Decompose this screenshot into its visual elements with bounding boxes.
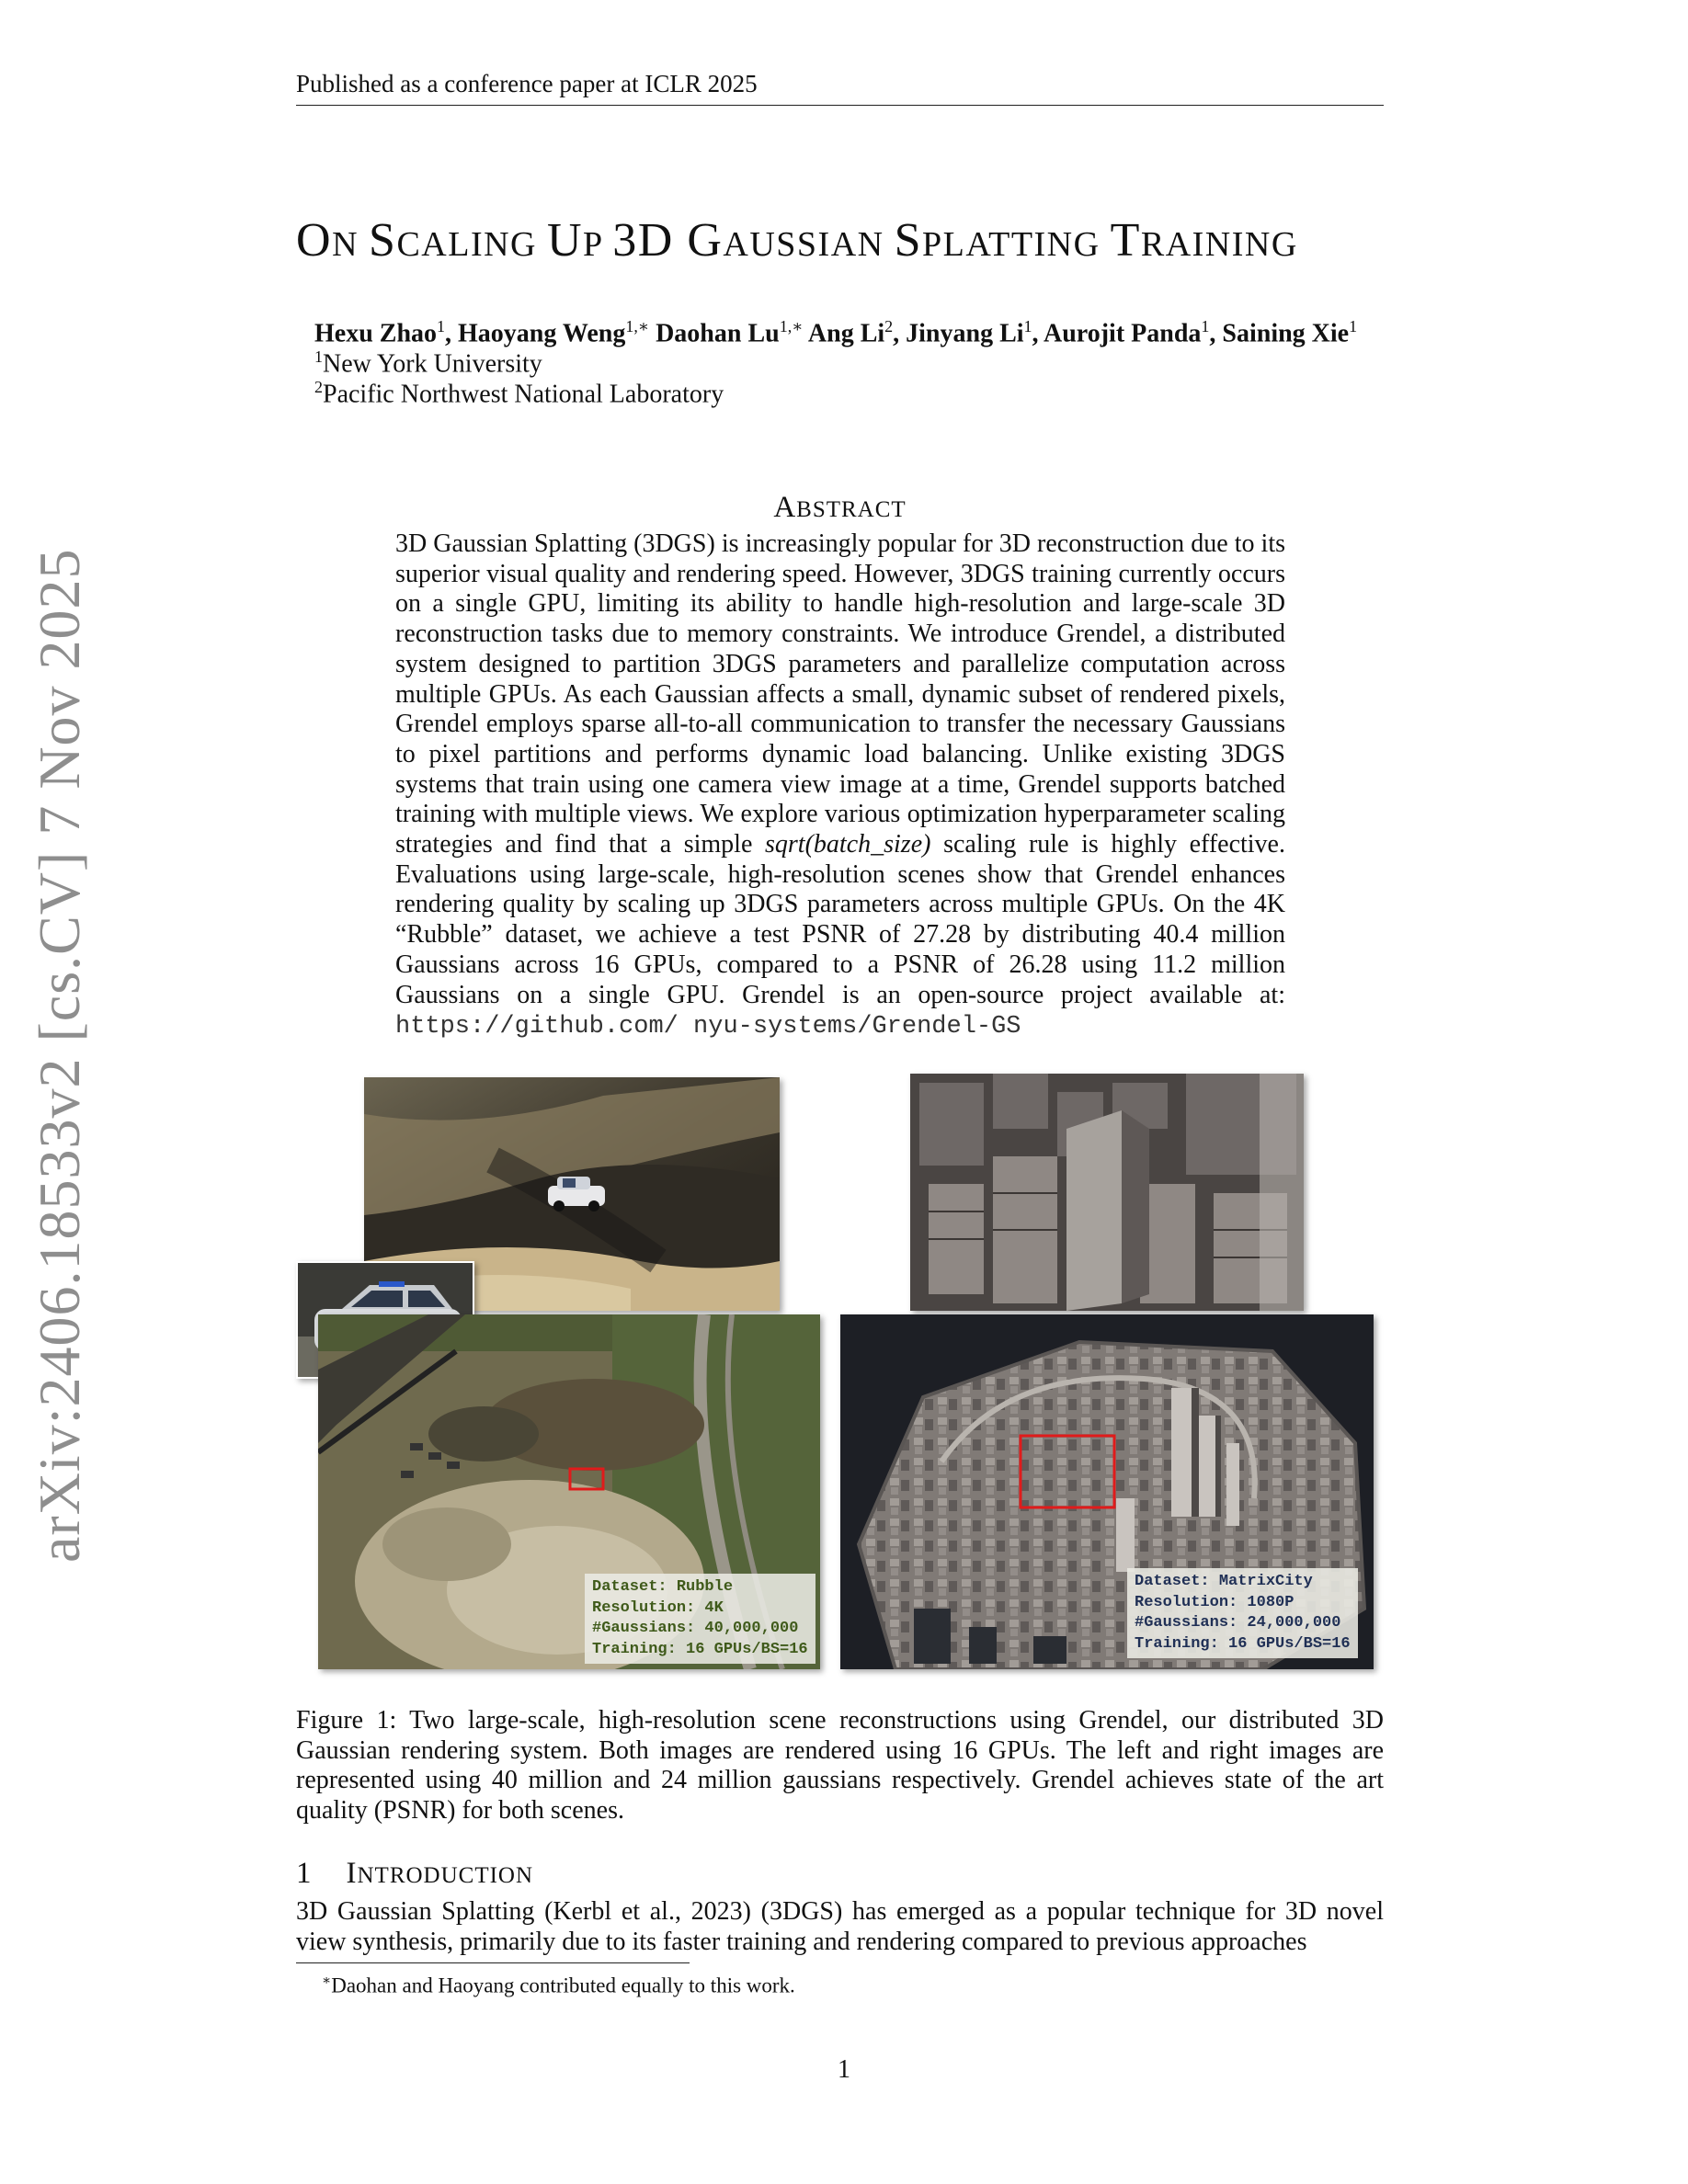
author: Daohan Lu [656,319,780,348]
affiliation-2: $^2$Pacific Northwest National Laboratory [314,378,724,409]
arxiv-identifier: arXiv:2406.18533v2 [cs.CV] 7 Nov 2025 [27,548,92,1563]
header-rule [296,105,1384,106]
matrixcity-closeup-image [910,1074,1304,1311]
matrixcity-training: Training: 16 GPUs/BS=16 [1135,1634,1351,1653]
matrixcity-dataset: Dataset: MatrixCity [1135,1573,1313,1590]
affiliation-1: $^1$New York University [314,347,542,379]
footnote: ∗Daohan and Haoyang contributed equally to this work. [322,1974,795,1997]
introduction-body: 3D Gaussian Splatting (Kerbl et al., 2023) (3DGS) has emerged as a popular technique for 3D novel view synthesis, primarily due to its faster training and rendering compared to previous approaches [296,1897,1384,1956]
page-number: 1 [838,2055,850,2084]
paper-title: ON SCALING UP 3D GAUSSIAN SPLATTING TRAINING [296,214,1298,267]
matrixcity-aerial-image [840,1314,1374,1669]
abstract-heading: ABSTRACT [773,491,907,524]
matrixcity-resolution: Resolution: 1080P [1135,1593,1295,1611]
footnote-rule [296,1962,690,1963]
rubble-gaussians: #Gaussians: 40,000,000 [592,1620,799,1637]
abstract-body: 3D Gaussian Splatting (3DGS) is increasingly popular for 3D reconstruction due to its superior visual quality and rendering speed. However, 3DGS training currently occurs on a single GPU, limiting its ability to handle high-resolution and large-scale 3D reconstruction tasks due to memory constraints. We introduce Grendel, a distributed system designed to partition 3DGS parameters and parallelize computation across multiple GPUs. As each Gaussian affects a small, dynamic subset of rendered pixels, Grendel employs sparse all-to-all communication to transfer the necessary Gaussians to pixel partitions and performs dynamic load balancing. Unlike existing 3DGS systems that train using one camera view image at a time, Grendel supports batched training with multiple views. We explore various optimization hyperparameter scaling strategies and find that a simple sqrt(batch_size) scaling rule is highly effective. Evaluations using large-scale, high-resolution scenes show that Grendel enhances rendering quality by scaling up 3DGS parameters across multiple GPUs. On the 4K “Rubble” dataset, we achieve a test PSNR of 27.28 by distributing 40.4 million Gaussians across 16 GPUs, compared to a PSNR of 26.28 using 11.2 million Gaussians on a single GPU. Grendel is an open-source project available at: https://github.com/ nyu-systems/Grendel-GS [395,529,1285,1041]
rubble-resolution: Resolution: 4K [592,1598,724,1617]
author: Saining Xie [1222,319,1350,348]
author: Ang Li [807,319,885,348]
rubble-training: Training: 16 GPUs/BS=16 [592,1640,808,1658]
author: Haoyang Weng [458,319,626,348]
matrixcity-gaussians: #Gaussians: 24,000,000 [1135,1614,1341,1632]
repo-link[interactable]: https://github.com/ nyu-systems/Grendel-GS [395,1013,1021,1041]
author: Aurojit Panda [1044,319,1202,348]
author: Hexu Zhao [314,319,438,348]
author: Jinyang Li [906,319,1024,348]
rubble-aerial-image [318,1314,820,1669]
rubble-info-box [585,1574,815,1664]
rubble-dataset: Dataset: Rubble [592,1578,734,1596]
matrixcity-closeup-scene [910,1074,1304,1311]
author-list: Hexu Zhao$^1$, Haoyang Weng$^{1,∗}$ Daohan $Lu^{1,∗}$ Ang Li$^2$, Jinyang Li$^1$, Aurojit Panda$^1$, Saining Xie$^1$ [314,317,1358,348]
figure-caption: Figure 1: Two large-scale, high-resolution scene reconstructions using Grendel, our distributed 3D Gaussian rendering system. Both images are rendered using 16 GPUs. The left and right images are represented using 40 million and 24 million gaussians respectively. Grendel achieves state of the art quality (PSNR) for both scenes. [296,1706,1384,1825]
matrixcity-info-box [1127,1568,1358,1658]
section-heading-introduction: 1 INTRODUCTION [296,1857,534,1890]
running-header: Published as a conference paper at ICLR 2025 [296,70,758,97]
